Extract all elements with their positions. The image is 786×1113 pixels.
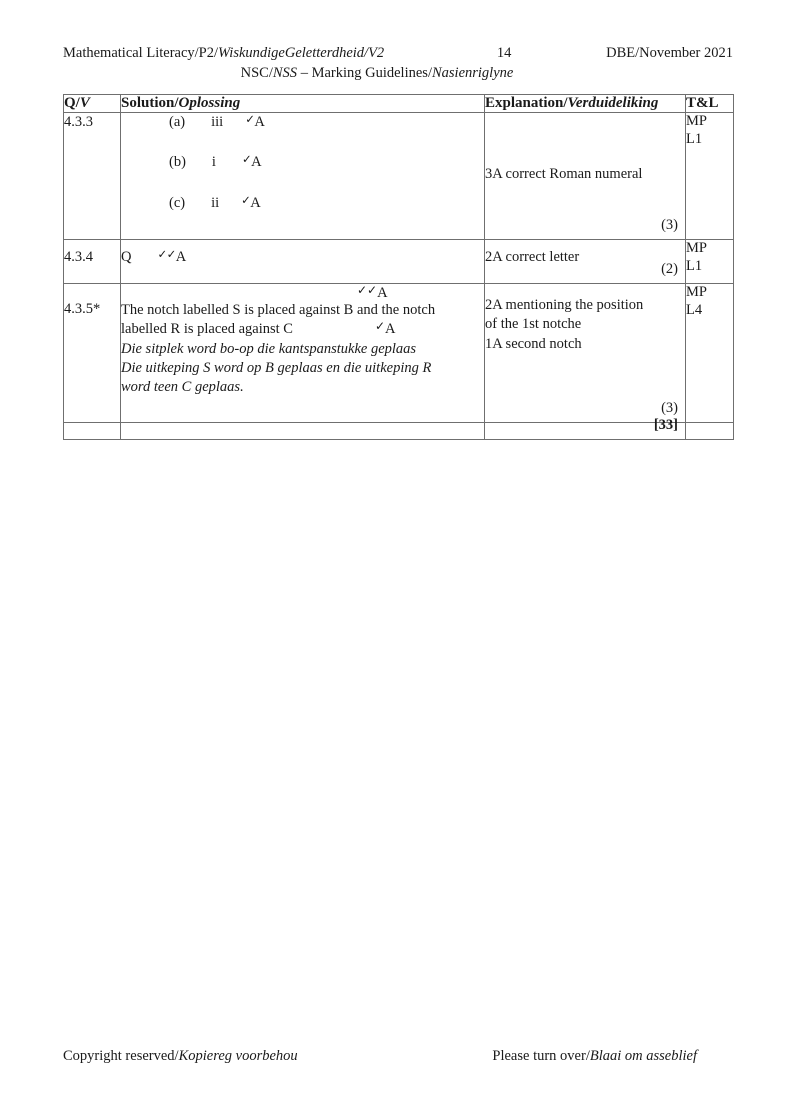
answer-item-a <box>169 113 484 132</box>
explanation-line: 3A correct Roman numeral <box>485 166 643 183</box>
tl-level: L1 <box>686 257 703 274</box>
solution-afrikaans-line-2: Die uitkeping S word op B geplaas en die uitkeping R <box>121 359 432 376</box>
answer-label-b: (b) <box>169 154 186 171</box>
table-header-row <box>64 95 734 113</box>
tick-award: A <box>377 285 388 302</box>
table-row <box>64 284 734 423</box>
tl-level: L1 <box>686 130 703 147</box>
question-number-label: 4.3.5* <box>64 301 101 318</box>
question-number-4-3-3: 4.3.3 <box>64 113 121 240</box>
tl-mp: MP <box>686 113 707 130</box>
total-marks-cell <box>485 417 686 440</box>
column-header-solution-af: Oplossing <box>178 95 241 111</box>
tick-icon: ✓ <box>241 192 251 207</box>
question-number-4-3-5 <box>64 284 121 423</box>
answer-value-b: i <box>211 154 216 171</box>
answer-award-a: A <box>254 114 265 131</box>
column-header-solution <box>121 95 485 113</box>
solution-line-2-text: labelled R is placed against C <box>121 321 293 338</box>
explanation-4-3-3 <box>485 113 686 240</box>
header-marking-guidelines: – Marking Guidelines/ <box>297 65 432 82</box>
solution-line-1: The notch labelled S is placed against B and the notch <box>121 302 436 319</box>
header-line-1 <box>63 44 733 62</box>
answer-list <box>121 113 484 212</box>
solution-line-2 <box>121 320 484 339</box>
column-header-question-af: V <box>79 95 90 111</box>
tl-4-3-5 <box>686 284 734 423</box>
tl-4-3-4 <box>686 240 734 284</box>
tl-level: L4 <box>686 301 703 318</box>
solution-line-2-award: A <box>385 321 396 338</box>
answer-item-c <box>169 194 484 213</box>
marks-allocation: (3) <box>661 400 678 417</box>
column-header-tl: T&L <box>686 95 734 113</box>
answer-award-b: A <box>251 154 262 171</box>
tick-icon: ✓✓ <box>357 283 378 298</box>
tl-mp: MP <box>686 240 707 257</box>
column-header-solution-en: Solution/ <box>121 95 179 111</box>
running-header <box>63 44 733 82</box>
tick-icon: ✓ <box>374 319 386 334</box>
header-nss: NSS <box>272 65 298 82</box>
question-number-4-3-4 <box>64 240 121 284</box>
column-header-question-en: Q/ <box>64 95 80 111</box>
answer-value-c: ii <box>211 194 220 211</box>
solution-afrikaans-line-3: word teen C geplaas. <box>121 378 244 395</box>
header-line-2 <box>63 64 733 82</box>
marking-guidelines-table <box>63 94 734 440</box>
footer-turn-over-en: Please turn over/ <box>492 1048 590 1064</box>
header-nasienriglyne: Nasienriglyne <box>431 65 514 82</box>
explanation-line: 2A mentioning the position <box>485 297 644 314</box>
answer-value-a: iii <box>211 114 224 131</box>
solution-afrikaans-line-1: Die sitplek word bo-op die kantspanstukke geplaas <box>121 340 417 357</box>
column-header-question <box>64 95 121 113</box>
footer-turn-over <box>492 1048 733 1065</box>
column-header-explanation-en: Explanation/ <box>485 95 568 111</box>
solution-4-3-5 <box>121 284 485 423</box>
solution-body <box>121 284 484 397</box>
table-row <box>64 240 734 284</box>
answer-award-c: A <box>250 194 261 211</box>
answer-award: A <box>175 249 187 266</box>
tick-icon: ✓✓ <box>157 247 176 262</box>
tick-icon: ✓ <box>241 152 252 167</box>
explanation-line: of the 1st notche <box>485 316 582 333</box>
tick-annotation <box>357 284 388 303</box>
explanation-line: 2A correct letter <box>485 249 580 266</box>
tick-icon: ✓ <box>245 112 255 127</box>
explanation-4-3-4 <box>485 240 686 284</box>
answer-item <box>121 240 484 267</box>
column-header-explanation-af: Verduideliking <box>567 95 659 111</box>
solution-4-3-3 <box>121 113 485 240</box>
total-question-cell <box>64 423 121 440</box>
footer-turn-over-af: Blaai om asseblief <box>589 1048 697 1064</box>
tl-4-3-3 <box>686 113 734 240</box>
header-page-number: 14 <box>496 45 512 61</box>
marks-allocation: (3) <box>661 217 678 234</box>
table-row <box>64 113 734 240</box>
footer-copyright-en: Copyright reserved/ <box>63 1048 179 1064</box>
running-footer <box>63 1048 733 1065</box>
answer-value: Q <box>121 249 132 266</box>
answer-item-b <box>169 153 484 172</box>
question-number-label: 4.3.4 <box>64 249 93 266</box>
total-marks: [33] <box>653 417 678 434</box>
column-header-explanation <box>485 95 686 113</box>
footer-copyright-af: Kopiereg voorbehou <box>178 1048 298 1064</box>
header-subject <box>63 44 384 62</box>
footer-spacer <box>298 1048 493 1065</box>
answer-label-c: (c) <box>169 194 186 211</box>
total-solution-cell <box>121 423 485 440</box>
header-exam-session: DBE/November 2021 <box>606 45 733 61</box>
tl-mp: MP <box>686 284 707 301</box>
header-nsc: NSC/ <box>240 65 273 82</box>
total-tl-cell <box>686 423 734 440</box>
explanation-4-3-5 <box>485 284 686 423</box>
table-total-row <box>64 423 734 440</box>
solution-4-3-4 <box>121 240 485 284</box>
explanation-line: 1A second notch <box>485 335 582 352</box>
header-subject-en: Mathematical Literacy/P2/ <box>63 45 219 61</box>
header-subject-af: WiskundigeGeletterdheid/V2 <box>218 45 385 61</box>
footer-copyright <box>63 1048 298 1065</box>
marks-allocation: (2) <box>661 261 678 278</box>
answer-label-a: (a) <box>169 114 186 131</box>
